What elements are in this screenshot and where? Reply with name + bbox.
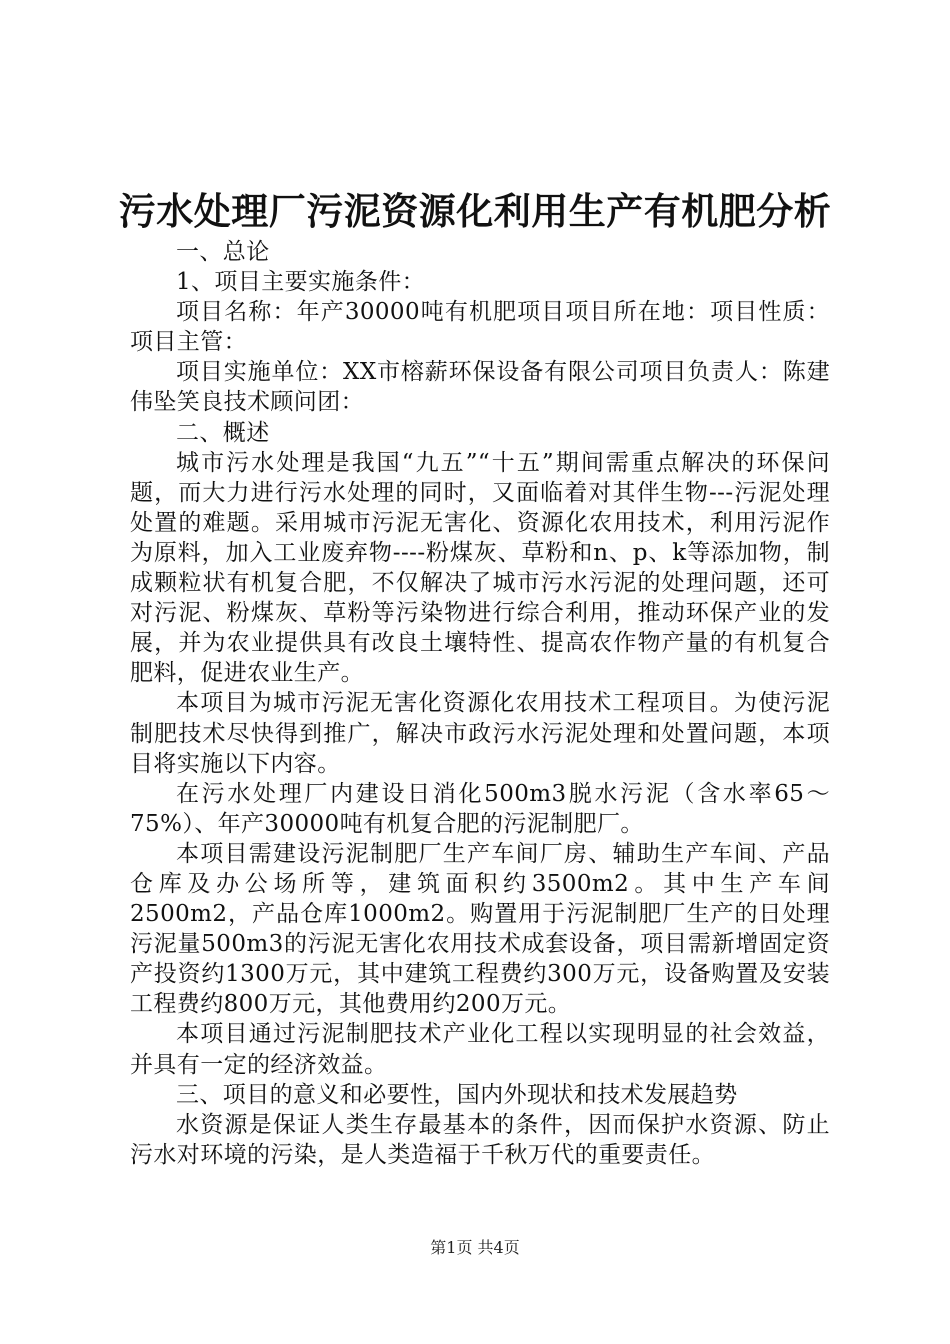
paragraph-plant-capacity: 在污水处理厂内建设日消化500m3脱水污泥（含水率65～75%）、年产30000吨有机复合肥的污泥制肥厂。 — [130, 780, 830, 837]
page-footer: 第1页 共4页 — [430, 1238, 520, 1257]
paragraph-project-type: 本项目为城市污泥无害化资源化农用技术工程项目。为使污泥制肥技术尽快得到推广，解决市政污水污泥处理和处置问题，本项目将实施以下内容。 — [130, 690, 830, 777]
section-heading-summary: 二、概述 — [176, 419, 270, 446]
section-heading-overview: 一、总论 — [176, 239, 270, 265]
subsection-heading-conditions: 1、项目主要实施条件： — [176, 269, 426, 296]
document-body — [130, 237, 830, 1170]
paragraph-investment: 本项目需建设污泥制肥厂生产车间厂房、辅助生产车间、产品仓库及办公场所等，建筑面积约3500m2。其中生产车间2500m2，产品仓库1000m2。购置用于污泥制肥厂生产的日处理污泥量500m3的污泥无害化农用技术成套设备，项目需新增固定资产投资约1300万元，其中建筑工程费约300万元，设备购置及安装工程费约800万元，其他费用约200万元。 — [130, 840, 830, 1018]
paragraph-project-name: 项目名称：年产30000吨有机肥项目项目所在地：项目性质：项目主管： — [130, 299, 830, 356]
document-title: 污水处理厂污泥资源化利用生产有机肥分析 — [118, 189, 832, 233]
section-heading-significance: 三、项目的意义和必要性，国内外现状和技术发展趋势 — [176, 1081, 738, 1108]
paragraph-benefits: 本项目通过污泥制肥技术产业化工程以实现明显的社会效益，并具有一定的经济效益。 — [130, 1021, 830, 1078]
paragraph-background: 城市污水处理是我国“九五”“十五”期间需重点解决的环保问题，而大力进行污水处理的同时，又面临着对其伴生物---污泥处理处置的难题。采用城市污泥无害化、资源化农用技术，利用污泥作为原料，加入工业废弃物----粉煤灰、草粉和n、p、k等添加物，制成颗粒状有机复合肥，不仅解决了城市污水污泥的处理问题，还可对污泥、粉煤灰、草粉等污染物进行综合利用，推动环保产业的发展，并为农业提供具有改良土壤特性、提高农作物产量的有机复合肥料，促进农业生产。 — [130, 449, 830, 687]
paragraph-water-resources: 水资源是保证人类生存最基本的条件，因而保护水资源、防止污水对环境的污染，是人类造福于千秋万代的重要责任。 — [130, 1111, 830, 1168]
paragraph-project-unit: 项目实施单位：XX市榕薪环保设备有限公司项目负责人：陈建伟坠笑良技术顾问团： — [130, 359, 830, 416]
